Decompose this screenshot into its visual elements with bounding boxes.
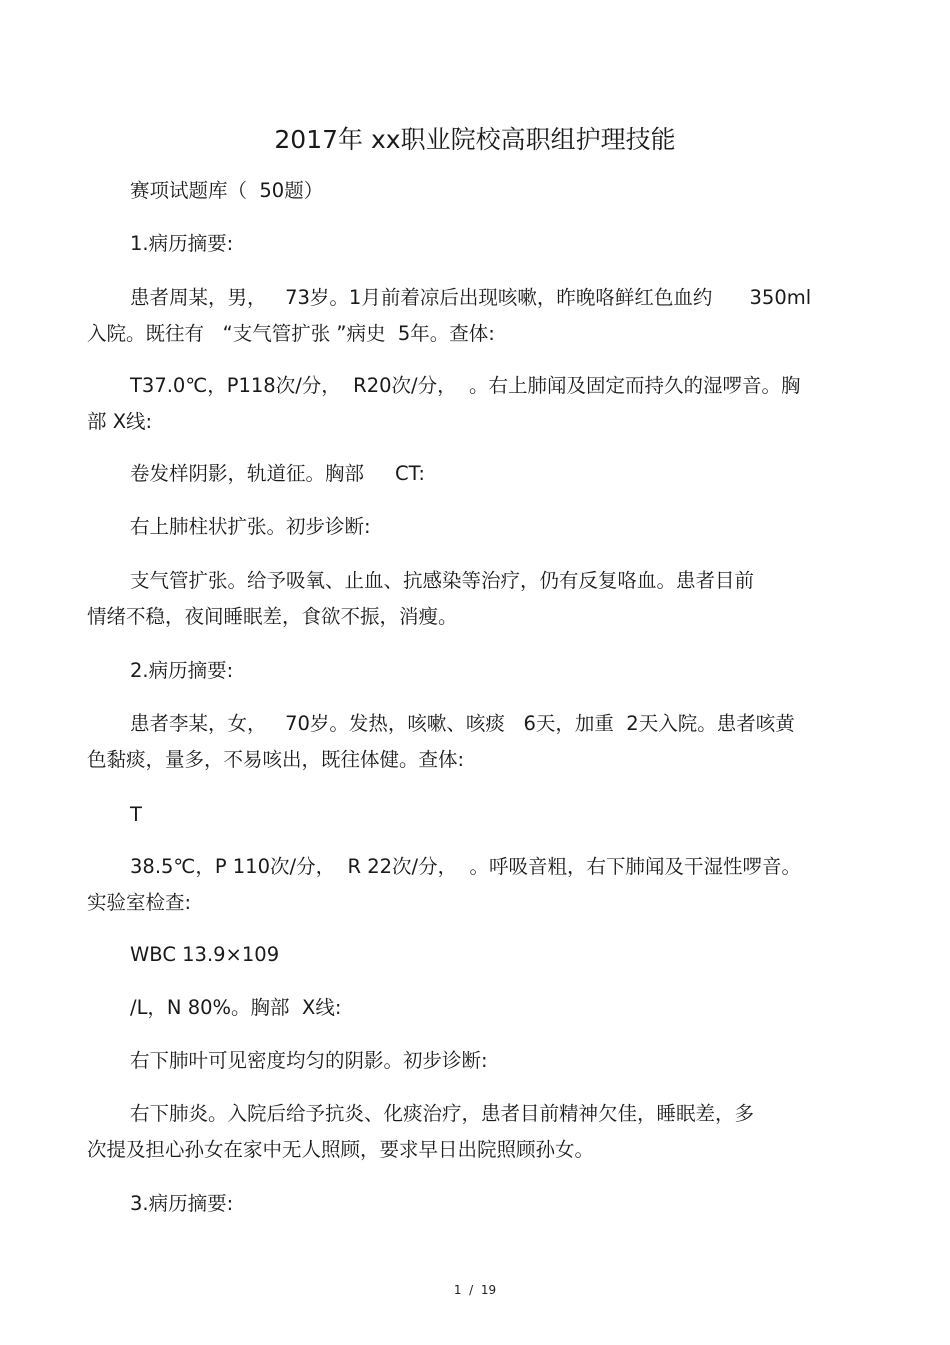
- paragraph: [87, 1096, 857, 1168]
- paragraph-line: 支气管扩张。给予吸氧、止血、抗感染等治疗，仍有反复咯血。患者目前: [130, 569, 755, 592]
- paragraph: [87, 456, 857, 492]
- paragraph-line: 38.5℃，P 110次/分， R 22次/分， 。呼吸音粗，右下肺闻及干湿性啰音。: [130, 855, 801, 878]
- paragraph-line: 赛项试题库（ 50题）: [130, 179, 324, 202]
- paragraph-line: 患者李某，女， 70岁。发热，咳嗽、咳痰 6天，加重 2天入院。患者咳黄: [130, 712, 795, 735]
- paragraph: [87, 797, 857, 833]
- paragraph: [87, 509, 857, 545]
- paragraph: [87, 1186, 857, 1222]
- paragraph-line: 情绪不稳，夜间睡眠差，食欲不振，消瘦。: [87, 605, 458, 628]
- paragraph-line: 卷发样阴影，轨道征。胸部 CT:: [130, 462, 425, 485]
- paragraph: [87, 706, 857, 778]
- paragraph: [87, 990, 857, 1026]
- paragraph-line: 右上肺柱状扩张。初步诊断:: [130, 515, 371, 538]
- paragraph: [87, 563, 857, 635]
- paragraph-line: 实验室检查:: [87, 891, 192, 914]
- paragraph-line: /L，N 80%。胸部 X线:: [130, 996, 342, 1019]
- paragraph-line: T: [130, 803, 142, 826]
- paragraph-line: 入院。既往有 “支气管扩张 ”病史 5年。查体:: [87, 322, 495, 345]
- paragraph-line: 次提及担心孙女在家中无人照顾，要求早日出院照顾孙女。: [87, 1138, 595, 1161]
- paragraph: [87, 653, 857, 689]
- paragraph-line: 1.病历摘要:: [130, 232, 234, 255]
- paragraph-line: 右下肺炎。入院后给予抗炎、化痰治疗，患者目前精神欠佳，睡眠差，多: [130, 1102, 755, 1125]
- paragraph: [87, 368, 857, 440]
- paragraph-line: 3.病历摘要:: [130, 1192, 234, 1215]
- page-indicator: 1 / 19: [453, 1283, 497, 1297]
- paragraph-line: WBC 13.9×109: [130, 943, 280, 966]
- document-title: 2017年 xx职业院校高职组护理技能: [274, 125, 676, 154]
- paragraph-line: 2.病历摘要:: [130, 659, 234, 682]
- paragraph: [87, 937, 857, 973]
- paragraph-line: 色黏痰，量多，不易咳出，既往体健。查体:: [87, 748, 465, 771]
- paragraph: [87, 226, 857, 262]
- paragraph-line: T37.0℃，P118次/分， R20次/分， 。右上肺闻及固定而持久的湿啰音。胸: [130, 374, 801, 397]
- paragraph-line: 部 X线:: [87, 410, 153, 433]
- paragraph: [87, 280, 857, 352]
- paragraph: [87, 849, 857, 921]
- paragraph: [87, 173, 857, 209]
- paragraph-line: 患者周某，男， 73岁。1月前着凉后出现咳嗽，昨晚咯鲜红色血约 350ml: [130, 286, 812, 309]
- paragraph-line: 右下肺叶可见密度均匀的阴影。初步诊断:: [130, 1049, 488, 1072]
- paragraph: [87, 1043, 857, 1079]
